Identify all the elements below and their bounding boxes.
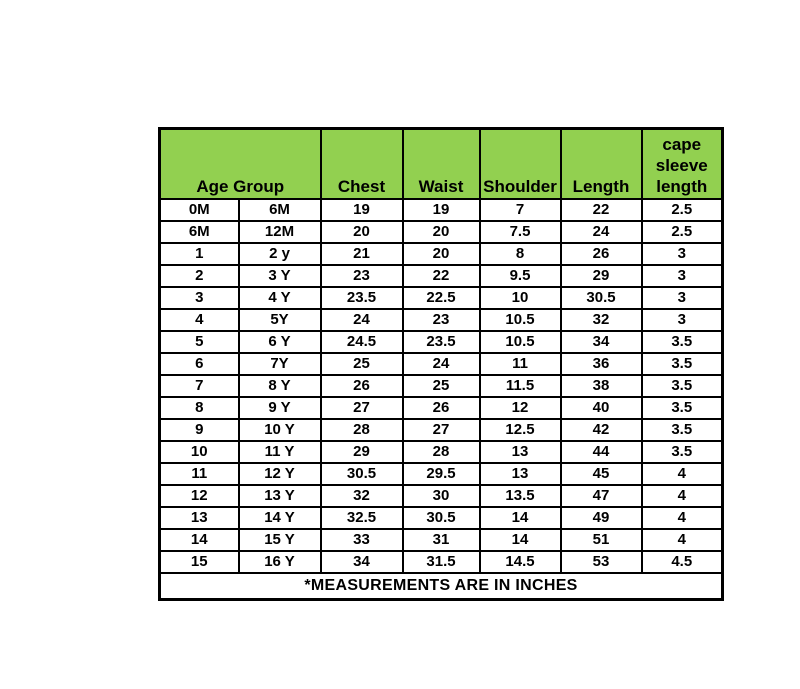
table-cell: 23.5 — [321, 287, 403, 309]
table-row — [160, 221, 723, 243]
table-cell: 32 — [321, 485, 403, 507]
table-row — [160, 463, 723, 485]
header-cell-shoulder: Shoulder — [480, 129, 561, 199]
table-cell: 6M — [239, 199, 321, 221]
table-cell: 31 — [403, 529, 480, 551]
table-cell: 28 — [403, 441, 480, 463]
table-cell: 11 Y — [239, 441, 321, 463]
table-cell: 10.5 — [480, 309, 561, 331]
table-footer — [160, 573, 723, 600]
table-cell: 27 — [321, 397, 403, 419]
table-cell: 22 — [403, 265, 480, 287]
table-cell: 24 — [403, 353, 480, 375]
table-cell: 4 — [642, 485, 723, 507]
table-row — [160, 375, 723, 397]
table-cell: 44 — [561, 441, 642, 463]
table-cell: 21 — [321, 243, 403, 265]
table-cell: 29 — [561, 265, 642, 287]
table-cell: 13.5 — [480, 485, 561, 507]
table-cell: 3 — [642, 287, 723, 309]
table-cell: 45 — [561, 463, 642, 485]
table-cell: 7 — [160, 375, 239, 397]
table-cell: 26 — [321, 375, 403, 397]
table-row — [160, 419, 723, 441]
table-header — [160, 129, 723, 199]
table-cell: 20 — [403, 243, 480, 265]
table-cell: 25 — [321, 353, 403, 375]
table-cell: 4 — [642, 507, 723, 529]
table-cell: 12 — [480, 397, 561, 419]
measurements-footnote: *MEASUREMENTS ARE IN INCHES — [160, 573, 723, 600]
table-cell: 13 Y — [239, 485, 321, 507]
table-cell: 22 — [561, 199, 642, 221]
table-cell: 51 — [561, 529, 642, 551]
table-cell: 6 Y — [239, 331, 321, 353]
header-cell-chest: Chest — [321, 129, 403, 199]
table-cell: 34 — [561, 331, 642, 353]
table-cell: 14.5 — [480, 551, 561, 573]
table-cell: 40 — [561, 397, 642, 419]
header-cell-waist: Waist — [403, 129, 480, 199]
table-row — [160, 243, 723, 265]
table-row — [160, 265, 723, 287]
table-row — [160, 199, 723, 221]
table-cell: 32.5 — [321, 507, 403, 529]
table-cell: 23.5 — [403, 331, 480, 353]
table-cell: 13 — [160, 507, 239, 529]
table-cell: 4 — [642, 529, 723, 551]
table-cell: 6 — [160, 353, 239, 375]
table-cell: 31.5 — [403, 551, 480, 573]
table-cell: 24.5 — [321, 331, 403, 353]
table-cell: 2.5 — [642, 221, 723, 243]
cape-label-line-2: sleeve — [655, 156, 708, 175]
table-cell: 1 — [160, 243, 239, 265]
size-chart-table — [158, 127, 724, 601]
table-cell: 9.5 — [480, 265, 561, 287]
table-cell: 30.5 — [403, 507, 480, 529]
table-cell: 33 — [321, 529, 403, 551]
table-cell: 25 — [403, 375, 480, 397]
table-cell: 3.5 — [642, 331, 723, 353]
footnote-row — [160, 573, 723, 600]
table-cell: 8 — [160, 397, 239, 419]
table-cell: 7 — [480, 199, 561, 221]
table-cell: 9 Y — [239, 397, 321, 419]
table-cell: 42 — [561, 419, 642, 441]
cape-label-line-3: length — [656, 177, 708, 197]
table-cell: 7.5 — [480, 221, 561, 243]
table-cell: 22.5 — [403, 287, 480, 309]
table-cell: 24 — [321, 309, 403, 331]
table-cell: 29 — [321, 441, 403, 463]
table-cell: 26 — [403, 397, 480, 419]
table-cell: 12 Y — [239, 463, 321, 485]
table-cell: 29.5 — [403, 463, 480, 485]
table-cell: 30.5 — [561, 287, 642, 309]
table-cell: 3.5 — [642, 419, 723, 441]
table-cell: 12.5 — [480, 419, 561, 441]
table-cell: 13 — [480, 463, 561, 485]
table-cell: 30 — [403, 485, 480, 507]
table-cell: 3.5 — [642, 441, 723, 463]
cape-label-line-1: cape — [662, 134, 702, 154]
table-cell: 38 — [561, 375, 642, 397]
table-row — [160, 507, 723, 529]
table-row — [160, 309, 723, 331]
table-row — [160, 551, 723, 573]
table-cell: 8 Y — [239, 375, 321, 397]
table-cell: 14 Y — [239, 507, 321, 529]
table-row — [160, 331, 723, 353]
table-cell: 3 — [642, 265, 723, 287]
table-cell: 3.5 — [642, 353, 723, 375]
table-cell: 24 — [561, 221, 642, 243]
table-cell: 19 — [321, 199, 403, 221]
table-cell: 3 Y — [239, 265, 321, 287]
table-cell: 3 — [160, 287, 239, 309]
table-cell: 7Y — [239, 353, 321, 375]
table-cell: 19 — [403, 199, 480, 221]
table-body — [160, 199, 723, 573]
table-cell: 30.5 — [321, 463, 403, 485]
table-cell: 8 — [480, 243, 561, 265]
table-cell: 4 — [160, 309, 239, 331]
table-cell: 3.5 — [642, 375, 723, 397]
table-cell: 15 — [160, 551, 239, 573]
table-cell: 12 — [160, 485, 239, 507]
table-cell: 14 — [480, 507, 561, 529]
table-cell: 27 — [403, 419, 480, 441]
table-row — [160, 397, 723, 419]
table-cell: 53 — [561, 551, 642, 573]
table-cell: 20 — [321, 221, 403, 243]
table-row — [160, 441, 723, 463]
table-cell: 5Y — [239, 309, 321, 331]
table-cell: 11.5 — [480, 375, 561, 397]
table-cell: 23 — [403, 309, 480, 331]
table-row — [160, 529, 723, 551]
table-cell: 0M — [160, 199, 239, 221]
table-cell: 11 — [480, 353, 561, 375]
table-cell: 36 — [561, 353, 642, 375]
table-cell: 2 — [160, 265, 239, 287]
table-cell: 16 Y — [239, 551, 321, 573]
table-cell: 23 — [321, 265, 403, 287]
table-cell: 10 — [160, 441, 239, 463]
table-cell: 4 Y — [239, 287, 321, 309]
header-row — [160, 129, 723, 199]
table-cell: 5 — [160, 331, 239, 353]
table-cell: 4.5 — [642, 551, 723, 573]
table-cell: 26 — [561, 243, 642, 265]
table-cell: 49 — [561, 507, 642, 529]
table-cell: 34 — [321, 551, 403, 573]
table-cell: 2.5 — [642, 199, 723, 221]
header-cell-cape-sleeve-length — [642, 129, 723, 199]
table-row — [160, 485, 723, 507]
table-cell: 28 — [321, 419, 403, 441]
table-cell: 3.5 — [642, 397, 723, 419]
table-cell: 20 — [403, 221, 480, 243]
table-cell: 47 — [561, 485, 642, 507]
table-row — [160, 353, 723, 375]
table-cell: 14 — [160, 529, 239, 551]
table-row — [160, 287, 723, 309]
table-cell: 15 Y — [239, 529, 321, 551]
table-cell: 9 — [160, 419, 239, 441]
header-cell-age-group: Age Group — [160, 129, 321, 199]
table-cell: 10 Y — [239, 419, 321, 441]
table-cell: 13 — [480, 441, 561, 463]
header-cell-length: Length — [561, 129, 642, 199]
table-cell: 14 — [480, 529, 561, 551]
table-cell: 32 — [561, 309, 642, 331]
table-cell: 11 — [160, 463, 239, 485]
table-cell: 6M — [160, 221, 239, 243]
table-cell: 10 — [480, 287, 561, 309]
table-cell: 4 — [642, 463, 723, 485]
table-cell: 2 y — [239, 243, 321, 265]
table-cell: 3 — [642, 243, 723, 265]
table-cell: 3 — [642, 309, 723, 331]
table-cell: 12M — [239, 221, 321, 243]
table-cell: 10.5 — [480, 331, 561, 353]
